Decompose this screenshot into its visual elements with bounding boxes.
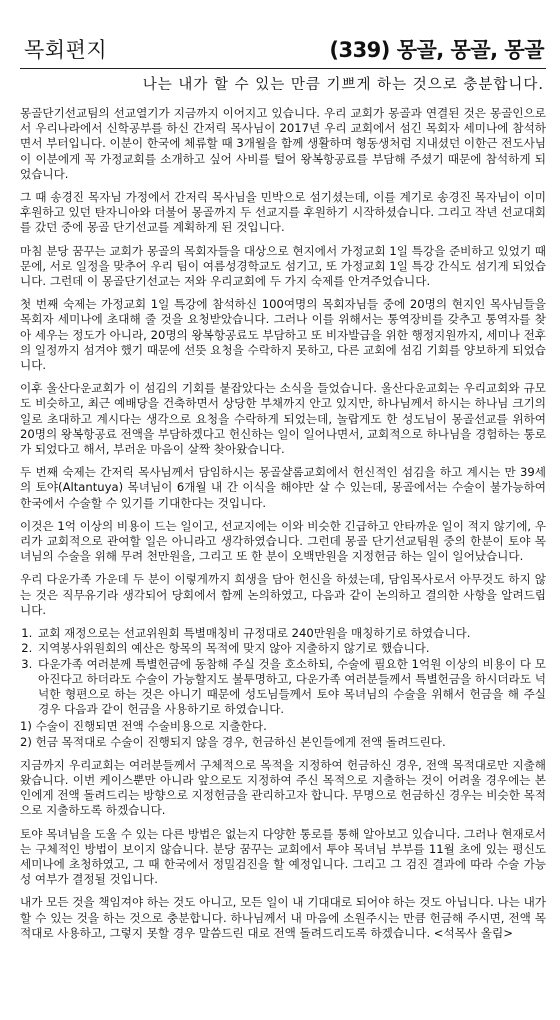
letter-body: [20, 106, 546, 941]
body-paragraph: 그 때 송경진 목자님 가정에서 간저릭 목사님을 민박으로 섬기셨는데, 이를 계기로 송경진 목자님이 이미 후원하고 있던 탄자니아와 더불어 몽골까지 두 선교지를 후원하기 시작하셨습니다. 그리고 작년 선교대회를 갔던 중에 몽골 단기선교를 계획하게 된 것입니다.: [20, 190, 546, 235]
body-paragraph: 우리 다운가족 가운데 두 분이 이렇게까지 희생을 담아 헌신을 하셨는데, 담임목사로서 아무것도 하지 않는 것은 직무유기라 생각되어 당회에서 함께 논의하였고, 다음과 같이 논의하고 결의한 사항을 알려드립니다.: [20, 572, 546, 617]
body-paragraph: 몽골단기선교팀의 선교열기가 지금까지 이어지고 있습니다. 우리 교회가 몽골과 연결된 것은 몽골인으로서 우리나라에서 신학공부를 하신 간저릭 목사님이 2017년 우리 교회에서 섬긴 목회자 세미나에 참석하면서 부터입니다. 이분이 한국에 체류할 때 3개월을 함께 생활하며 형동생처럼 지내셨던 이한근 전도사님이 이분에게 꼭 가정교회를 소개하고 싶어 사비를 털어 왕복항공료를 부담해 주셨기 때문에 참석하게 되었습니다.: [20, 106, 546, 181]
condition-item: 1) 수술이 진행되면 전액 수술비용으로 지출한다.: [20, 719, 267, 734]
body-paragraph: 첫 번째 숙제는 가정교회 1일 특강에 참석하신 100여명의 목회자님들 중에 20명의 현지인 목사님들을 목회자 세미나에 초대해 줄 것을 요청받았습니다. 그러나 이를 위해서는 통역장비를 갖추고 통역자를 찾아 세우는 정도가 아니라, 20명의 왕복항공료도 부담하고 또 비자발급을 위한 행정지원까지, 세미나 전후의 일정까지 섬겨야 했기 때문에 선뜻 요청을 수락하지 못하고, 다른 교회에 섬김 기회를 양보하게 되었습니다.: [20, 297, 546, 373]
condition-list: [20, 719, 546, 749]
closing-paragraph: 내가 모든 것을 책임져야 하는 것도 아니고, 모든 일이 내 기대대로 되어야 하는 것도 아닙니다. 나는 내가 할 수 있는 것을 하는 것으로 충분합니다. 하나님께서 내 마음에 소원주시는 만큼 헌금해 주시면, 전액 목적대로 사용하고, 그렇지 못할 경우 말씀드린 대로 전액 돌려드리도록 하겠습니다. <석목사 올림>: [20, 895, 546, 940]
section-label: 목회편지: [24, 38, 108, 62]
closing-paragraph: 토야 목녀님을 도울 수 있는 다른 방법은 없는지 다양한 통로를 통해 알아보고 있습니다. 그러나 현재로서는 구체적인 방법이 보이지 않습니다. 분당 꿈꾸는 교회에서 투야 목녀님 부부를 11월 초에 있는 평신도 세미나에 초청하였고, 그 때 한국에서 정밀검진을 할 예정입니다. 그리고 그 검진 결과에 따라 수술 가능성 여부가 결정될 것입니다.: [20, 826, 546, 887]
closing-paragraph: 지금까지 우리교회는 여러분들께서 구체적으로 목적을 지정하여 헌금하신 경우, 전액 목적대로만 지출해 왔습니다. 이번 케이스뿐만 아니라 앞으로도 지정하여 주신 목적으로 지출하는 것이 어려울 경우에는 본인에게 전액 돌려드리는 방향으로 지정헌금을 관리하고자 합니다. 무명으로 헌금하신 경우는 비슷한 목적으로 지출하도록 하겠습니다.: [20, 757, 546, 818]
resolution-list: [20, 626, 546, 717]
letter-subtitle: 나는 내가 할 수 있는 만큼 기쁘게 하는 것으로 충분합니다.: [142, 77, 544, 93]
header-divider: [20, 68, 546, 69]
letter-title: (339) 몽골, 몽골, 몽골: [329, 38, 544, 62]
resolution-item: 3. 다운가족 여러분께 특별헌금에 동참해 주실 것을 호소하되, 수술에 필요한 1억원 이상의 비용이 다 모아진다고 하더라도 수술이 가능할지도 불투명하고, 다운가족 여러분들께서 특별헌금을 하시더라도 넉넉한 형편으로 하는 것은 아니기 때문에 성도님들께서 토야 목녀님의 수술을 위해서 헌금을 해 주실 경우 다음과 같이 헌금을 사용하기로 하였습니다.: [36, 657, 546, 718]
letter-header: [20, 34, 546, 66]
body-paragraph: 두 번째 숙제는 간저릭 목사님께서 담임하시는 몽골샬롬교회에서 헌신적인 섬김을 하고 계시는 만 39세의 토야(Altantuya) 목녀님이 6개월 내 간 이식을 해야만 살 수 있는데, 몽골에서는 수술이 불가능하여 한국에서 수술할 수 있기를 기대한다는 것입니다.: [20, 465, 546, 510]
body-paragraph: 이것은 1억 이상의 비용이 드는 일이고, 선교지에는 이와 비슷한 긴급하고 안타까운 일이 적지 않기에, 우리가 교회적으로 관여할 일은 아니라고 생각하였습니다. 그런데 몽골 단기선교팀원 중의 한분이 토야 목녀님의 수술을 위해 무려 천만원을, 그리고 또 한 분이 오백만원을 지정헌금 하는 일이 일어났습니다.: [20, 518, 546, 564]
body-paragraph: 이후 울산다운교회가 이 섬김의 기회를 붙잡았다는 소식을 들었습니다. 울산다운교회는 우리교회와 규모도 비슷하고, 최근 예배당을 건축하면서 상당한 부채까지 안고 있지만, 하나님께서 하시는 하나님 크기의 일로 초대하고 계시다는 생각으로 요청을 수락하게 되었는데, 놀랍게도 한 성도님이 몽골선교를 위하여 20명의 왕복항공료 전액을 부담하겠다고 헌신하는 일이 일어나면서, 교회적으로 하나님을 경험하는 통로가 되었다고 해서, 부러운 마음이 살짝 찾아왔습니다.: [20, 381, 546, 457]
body-paragraph: 마침 분당 꿈꾸는 교회가 몽골의 목회자들을 대상으로 현지에서 가정교회 1일 특강을 준비하고 있었기 때문에, 서로 일정을 맞추어 우리 팀이 여름성경학교도 섬기고, 또 가정교회 1일 특강 간식도 섬기게 되었습니다. 그런데 이 몽골단기선교는 저와 우리교회에 두 가지 숙제를 안겨주었습니다.: [20, 243, 546, 289]
condition-item: 2) 헌금 목적대로 수술이 진행되지 않을 경우, 헌금하신 본인들에게 전액 돌려드린다.: [20, 734, 446, 749]
resolution-item: 2. 지역봉사위원회의 예산은 항목의 목적에 맞지 않아 지출하지 않기로 했습니다.: [36, 641, 546, 656]
resolution-item: 1. 교회 재정으로는 선교위원회 특별매칭비 규정대로 240만원을 매칭하기로 하였습니다.: [36, 626, 546, 641]
